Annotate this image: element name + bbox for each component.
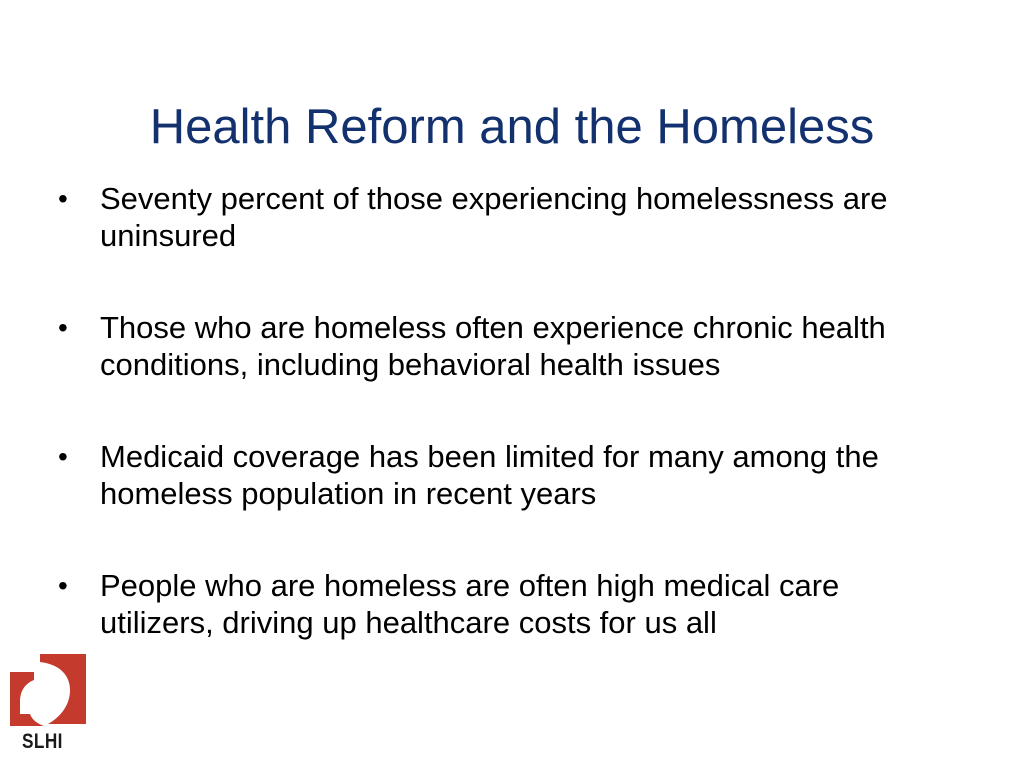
slide-title: Health Reform and the Homeless (149, 99, 875, 154)
bullet-item (58, 180, 958, 254)
bullet-item (58, 438, 958, 512)
logo-text: SLHI (22, 730, 63, 753)
bullet-text: Those who are homeless often experience chronic health conditions, including behavioral health issues (100, 310, 886, 382)
bullet-icon: • (58, 183, 68, 214)
bullet-icon: • (58, 312, 68, 343)
bullet-icon: • (58, 570, 68, 601)
bullet-text: Seventy percent of those experiencing homelessness are uninsured (100, 181, 888, 253)
bullet-text: Medicaid coverage has been limited for many among the homeless population in recent years (100, 439, 879, 511)
bullet-item (58, 567, 958, 641)
bullet-list (58, 180, 958, 641)
bullet-icon: • (58, 441, 68, 472)
bullet-text: People who are homeless are often high medical care utilizers, driving up healthcare costs for us all (100, 568, 840, 640)
bullet-item (58, 309, 958, 383)
